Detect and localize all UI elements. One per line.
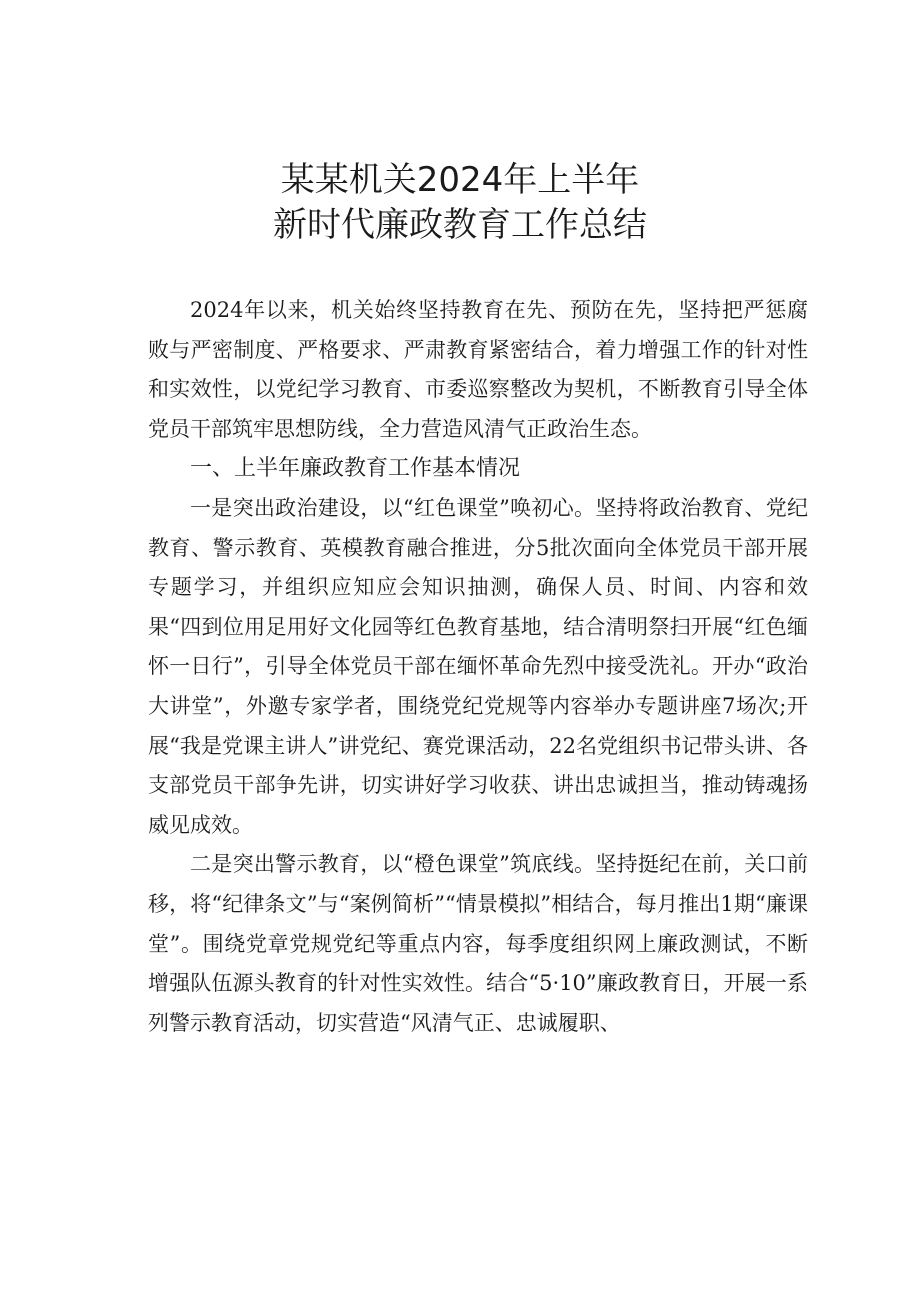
document-body — [148, 291, 808, 1043]
intro-paragraph: 2024年以来，机关始终坚持教育在先、预防在先，坚持把严惩腐败与严密制度、严格要求、严肃教育紧密结合，着力增强工作的针对性和实效性，以党纪学习教育、市委巡察整改为契机，不断教育引导全体党员干部筑牢思想防线，全力营造风清气正政治生态。 — [148, 298, 808, 441]
body-paragraph-1: 一是突出政治建设，以“红色课堂”唤初心。坚持将政治教育、党纪教育、警示教育、英模教育融合推进，分5批次面向全体党员干部开展专题学习，并组织应知应会知识抽测，确保人员、时间、内容和效果“四到位用足用好文化园等红色教育基地，结合清明祭扫开展“红色缅怀一日行”，引导全体党员干部在缅怀革命先烈中接受洗礼。开办“政治大讲堂”，外邀专家学者，围绕党纪党规等内容举办专题讲座7场次;开展“我是党课主讲人”讲党纪、赛党课活动，22名党组织书记带头讲、各支部党员干部争先讲，切实讲好学习收获、讲出忠诚担当，推动铸魂扬威见成效。 — [148, 495, 808, 837]
document-title-line-2: 新时代廉政教育工作总结 — [273, 205, 647, 245]
document-title-line-1: 某某机关2024年上半年 — [280, 160, 640, 200]
section-heading: 一、上半年廉政教育工作基本情况 — [190, 456, 521, 482]
body-paragraph-2: 二是突出警示教育，以“橙色课堂”筑底线。坚持挺纪在前，关口前移，将“纪律条文”与“案例简析”“情景模拟”相结合，每月推出1期“廉课堂”。围绕党章党规党纪等重点内容，每季度组织网上廉政测试，不断增强队伍源头教育的针对性实效性。结合“5·10”廉政教育日，开展一系列警示教育活动，切实营造“风清气正、忠诚履职、 — [148, 852, 808, 1035]
